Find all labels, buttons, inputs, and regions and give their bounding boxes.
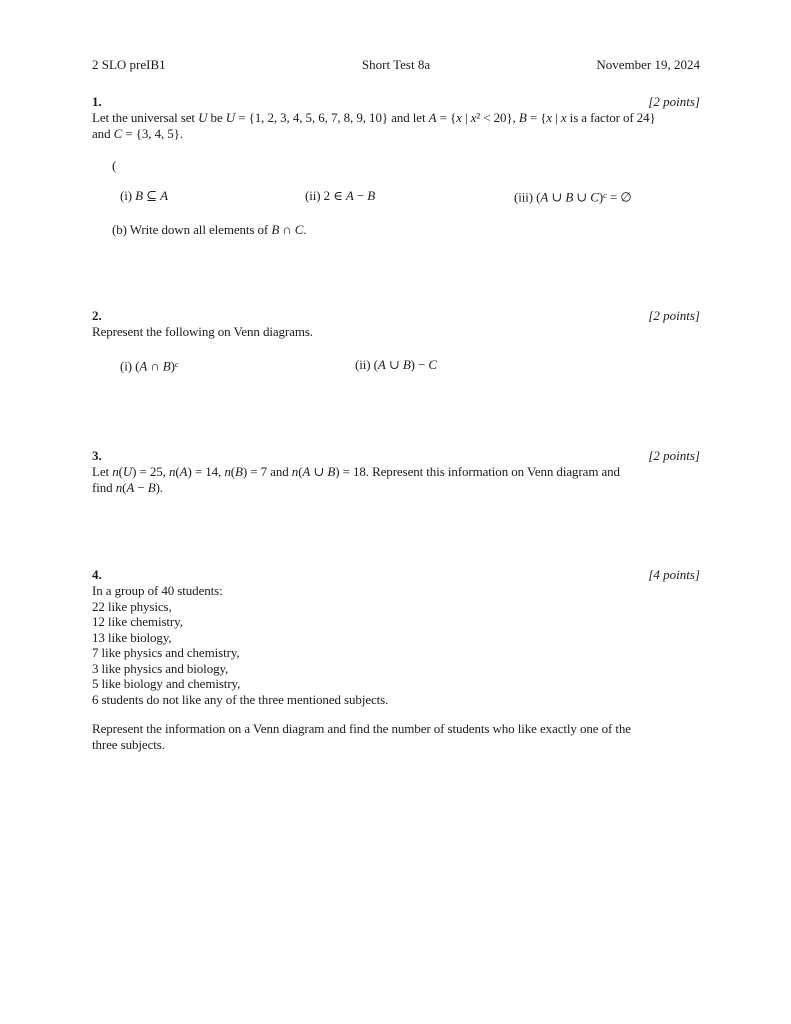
question-4-closing — [92, 721, 700, 752]
question-3-head — [92, 448, 700, 464]
text-line: In a group of 40 students: — [92, 583, 223, 598]
question-1-item-i: (i) B ⊆ A — [120, 187, 168, 203]
question-4-statement — [92, 583, 700, 707]
text-line: 6 students do not like any of the three mentioned subjects. — [92, 691, 389, 707]
question-1-part-a: ( — [112, 158, 117, 173]
question-1 — [92, 94, 700, 237]
text-line: Let n(U) = 25, n(A) = 14, n(B) = 7 and n(A ∪ B) = 18. Represent this information on Venn diagram and — [92, 464, 620, 479]
text-line: Represent the information on a Venn diagram and find the number of students who like exactly one of the — [92, 721, 631, 736]
question-4-head — [92, 567, 700, 583]
question-3-statement — [92, 464, 700, 495]
text-line: 5 like biology and chemistry, — [92, 676, 241, 691]
text-line: 13 like biology, — [92, 629, 172, 645]
text-line: find n(A − B). — [92, 479, 163, 495]
question-1-item-iii: (iii) (A ∪ B ∪ C)$^c$ = ∅ — [514, 188, 632, 204]
question-3-points-label: [2 points] — [648, 448, 700, 463]
course-label: 2 SLO preIB1 — [92, 57, 166, 72]
question-2-statement — [92, 324, 700, 340]
text-line: Let the universal set U be U = {1, 2, 3, 4, 5, 6, 7, 8, 9, 10} and let A = {x | x² < 20}, B = {x | x is a factor of 24} — [92, 110, 656, 125]
question-4-points-label: [4 points] — [648, 567, 700, 582]
question-1-items — [92, 188, 700, 204]
question-3 — [92, 448, 700, 495]
question-2-number: 2. — [92, 308, 102, 323]
text-line: and C = {3, 4, 5}. — [92, 125, 183, 141]
text-line: 3 like physics and biology, — [92, 660, 229, 676]
question-3-number: 3. — [92, 448, 102, 463]
question-2-head — [92, 308, 700, 324]
question-2-item-i: (i) (A ∩ B)$^c$ — [120, 357, 179, 373]
question-1-part-b: (b) Write down all elements of B ∩ C. — [112, 221, 307, 237]
question-4 — [92, 567, 700, 752]
question-2 — [92, 308, 700, 373]
text-line: 7 like physics and chemistry, — [92, 645, 240, 660]
question-1-item-ii: (ii) 2 ∈ A − B — [305, 187, 376, 203]
text-line: three subjects. — [92, 736, 165, 752]
question-4-number: 4. — [92, 567, 102, 582]
document-title: Short Test 8a — [361, 57, 431, 72]
question-2-item-ii: (ii) (A ∪ B) − C — [355, 356, 437, 372]
question-1-statement — [92, 110, 700, 141]
text-line: Represent the following on Venn diagrams. — [92, 324, 313, 339]
date-label: November 19, 2024 — [596, 57, 701, 72]
page-header — [92, 57, 700, 73]
question-1-head — [92, 94, 700, 110]
question-2-items — [92, 357, 700, 373]
question-1-number: 1. — [92, 94, 102, 109]
text-line: 12 like chemistry, — [92, 614, 183, 629]
question-2-points-label: [2 points] — [648, 308, 700, 323]
text-line: 22 like physics, — [92, 598, 172, 614]
question-1-points-label: [2 points] — [648, 94, 700, 109]
